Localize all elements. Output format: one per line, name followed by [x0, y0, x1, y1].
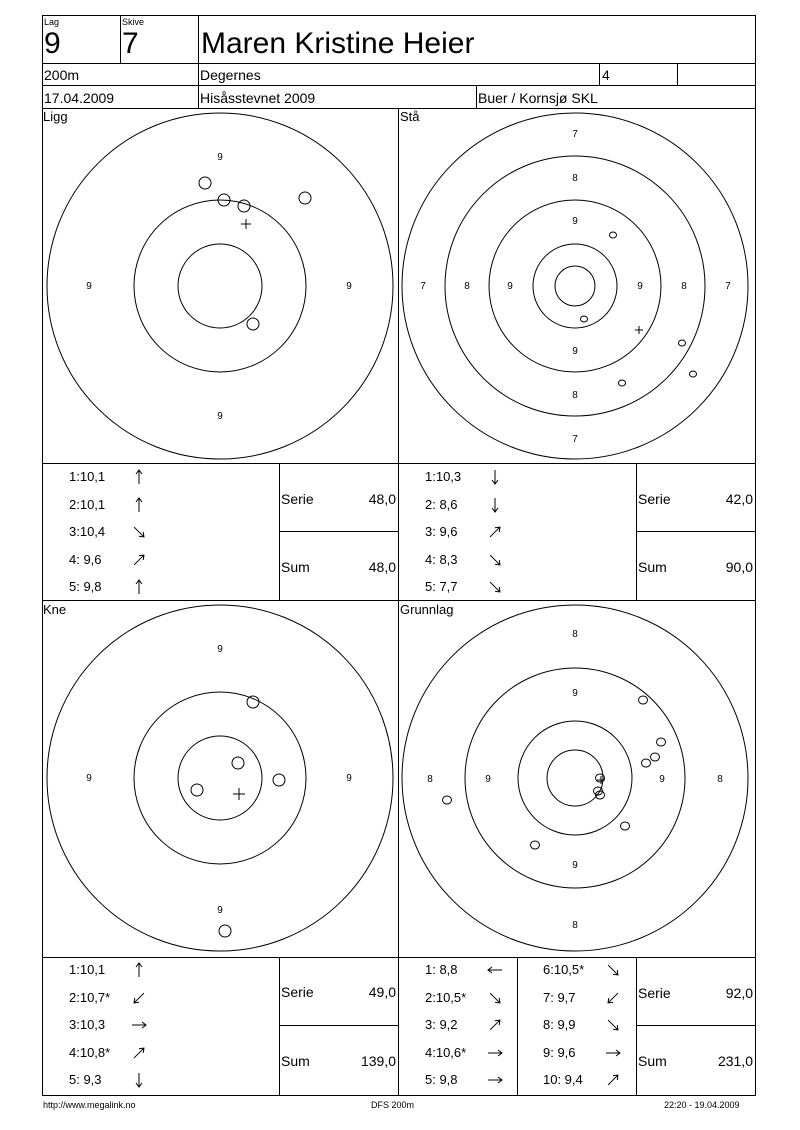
shot-hole	[247, 318, 259, 330]
ring-label: 7	[420, 281, 426, 292]
direction-arrow-icon	[130, 523, 148, 541]
ring-label: 9	[572, 688, 578, 699]
sum-value-sta: 90,0	[725, 559, 753, 575]
ring-label: 8	[572, 629, 578, 640]
shot-score: 1:10,1	[69, 962, 106, 977]
shot-hole	[657, 738, 666, 746]
ring-label: 8	[681, 281, 687, 292]
direction-arrow-icon	[130, 961, 148, 979]
serie-label-ligg: Serie	[281, 491, 314, 507]
serie-value-kne: 49,0	[368, 984, 396, 1000]
skive-label: Skive	[122, 17, 145, 27]
direction-arrow-icon	[604, 1016, 622, 1034]
direction-arrow-icon	[130, 989, 148, 1007]
shot-hole	[273, 774, 285, 786]
ring-label: 9	[217, 411, 223, 422]
shot-hole	[619, 380, 626, 386]
shot-score: 4:10,8*	[69, 1044, 111, 1060]
shot-score: 2:10,5*	[425, 989, 467, 1005]
klasse: 4	[602, 67, 610, 83]
shot-score: 10: 9,4	[543, 1072, 583, 1087]
sum-label-grunnlag: Sum	[638, 1053, 667, 1069]
shot-hole	[679, 340, 686, 346]
shot-hole	[232, 757, 244, 769]
target-grunnlag	[398, 600, 756, 957]
shot-hole	[651, 753, 660, 761]
direction-arrow-icon	[604, 1071, 622, 1089]
direction-arrow-icon	[604, 1044, 622, 1062]
ring-label: 8	[572, 920, 578, 931]
shot-score: 4: 8,3	[425, 551, 458, 567]
center-mark	[233, 788, 245, 800]
shot-hole	[621, 822, 630, 830]
direction-arrow-icon	[486, 961, 504, 979]
direction-arrow-icon	[604, 989, 622, 1007]
ring-label: 8	[717, 774, 723, 785]
shot-hole	[642, 759, 651, 767]
ring-label: 9	[217, 905, 223, 916]
date: 17.04.2009	[44, 90, 115, 106]
shot-score: 2: 8,6	[425, 496, 458, 512]
serie-value-grunnlag: 92,0	[725, 985, 753, 1001]
direction-arrow-icon	[486, 1044, 504, 1062]
direction-arrow-icon	[130, 496, 148, 514]
serie-label-kne: Serie	[281, 984, 314, 1000]
sum-label-sta: Sum	[638, 559, 667, 575]
ring-label: 9	[507, 281, 513, 292]
shot-score: 1: 8,8	[425, 962, 458, 977]
footer-program: DFS 200m	[371, 1100, 415, 1110]
ring-label: 9	[86, 773, 92, 784]
footer-timestamp: 22:20 - 19.04.2009	[664, 1100, 740, 1110]
shot-hole	[610, 232, 617, 238]
shot-hole	[219, 925, 231, 937]
ring-label: 9	[217, 152, 223, 163]
direction-arrow-icon	[130, 1071, 148, 1089]
direction-arrow-icon	[486, 468, 504, 486]
club: Degernes	[200, 67, 261, 83]
direction-arrow-icon	[130, 1016, 148, 1034]
ring-label: 9	[637, 281, 643, 292]
shot-score: 1:10,1	[69, 469, 106, 484]
serie-value-sta: 42,0	[725, 491, 753, 507]
direction-arrow-icon	[604, 961, 622, 979]
center-mark	[241, 219, 251, 229]
shot-hole	[191, 784, 203, 796]
shot-score: 5: 9,8	[69, 579, 102, 594]
ring-label: 8	[427, 774, 433, 785]
ring-label: 8	[572, 390, 578, 401]
ring-label: 7	[572, 129, 578, 140]
direction-arrow-icon	[130, 1044, 148, 1062]
ring-label: 7	[572, 434, 578, 445]
direction-arrow-icon	[486, 578, 504, 596]
range-name: Buer / Kornsjø SKL	[478, 90, 598, 106]
target-kne	[42, 600, 398, 957]
shot-score: 1:10,3	[425, 469, 462, 484]
direction-arrow-icon	[130, 578, 148, 596]
serie-label-grunnlag: Serie	[638, 985, 671, 1001]
sum-label-ligg: Sum	[281, 559, 310, 575]
sum-value-ligg: 48,0	[368, 559, 396, 575]
panel-title-sta: Stå	[400, 109, 420, 124]
shot-hole	[238, 200, 250, 212]
sum-label-kne: Sum	[281, 1053, 310, 1069]
lag-value: 9	[44, 27, 61, 60]
sum-value-grunnlag: 231,0	[717, 1053, 753, 1069]
distance: 200m	[44, 67, 80, 83]
target-ligg	[42, 108, 398, 463]
shot-hole	[299, 192, 311, 204]
ring-label: 9	[346, 281, 352, 292]
ring-label: 9	[86, 281, 92, 292]
center-mark	[597, 776, 605, 784]
skive-value: 7	[122, 27, 139, 60]
ring-label: 8	[464, 281, 470, 292]
shot-score: 5: 9,8	[425, 1072, 458, 1087]
direction-arrow-icon	[486, 551, 504, 569]
shot-score: 4: 9,6	[69, 551, 102, 567]
shot-score: 3: 9,6	[425, 524, 458, 539]
direction-arrow-icon	[486, 1016, 504, 1034]
direction-arrow-icon	[486, 523, 504, 541]
ring-label: 9	[572, 216, 578, 227]
shot-hole	[531, 841, 540, 849]
ring-label: 9	[217, 644, 223, 655]
shot-hole	[690, 371, 697, 377]
direction-arrow-icon	[486, 989, 504, 1007]
sum-value-kne: 139,0	[360, 1053, 396, 1069]
ring-label: 9	[659, 774, 665, 785]
ring-label: 9	[346, 773, 352, 784]
ring-label: 9	[572, 860, 578, 871]
shot-score: 8: 9,9	[543, 1017, 576, 1032]
shot-score: 4:10,6*	[425, 1044, 467, 1060]
panel-title-kne: Kne	[43, 602, 67, 617]
panel-title-ligg: Ligg	[43, 109, 68, 124]
shot-score: 3:10,3	[69, 1017, 106, 1032]
shot-hole	[581, 316, 588, 322]
serie-value-ligg: 48,0	[368, 491, 396, 507]
shooter-name: Maren Kristine Heier	[201, 27, 475, 60]
shot-hole	[443, 796, 452, 804]
shot-score: 5: 7,7	[425, 579, 458, 594]
serie-label-sta: Serie	[638, 491, 671, 507]
shot-hole	[639, 696, 648, 704]
shot-score: 7: 9,7	[543, 989, 576, 1005]
shot-score: 3: 9,2	[425, 1017, 458, 1032]
panel-title-grunnlag: Grunnlag	[400, 602, 454, 617]
shot-score: 3:10,4	[69, 524, 106, 539]
ring-label: 7	[725, 281, 731, 292]
direction-arrow-icon	[130, 468, 148, 486]
shot-score: 9: 9,6	[543, 1044, 576, 1060]
ring-label: 9	[572, 346, 578, 357]
shot-score: 5: 9,3	[69, 1072, 102, 1087]
shot-score: 2:10,1	[69, 496, 106, 512]
target-sta	[398, 108, 756, 463]
lag-label: Lag	[44, 17, 60, 27]
center-mark	[635, 326, 643, 334]
direction-arrow-icon	[486, 1071, 504, 1089]
ring-label: 8	[572, 173, 578, 184]
direction-arrow-icon	[130, 551, 148, 569]
footer-url[interactable]: http://www.megalink.no	[43, 1100, 136, 1110]
ring-label: 9	[485, 774, 491, 785]
shot-score: 2:10,7*	[69, 989, 111, 1005]
shot-hole	[199, 177, 211, 189]
event-name: Hisåsstevnet 2009	[200, 90, 316, 106]
shot-score: 6:10,5*	[543, 962, 585, 977]
direction-arrow-icon	[486, 496, 504, 514]
shot-hole	[247, 696, 259, 708]
